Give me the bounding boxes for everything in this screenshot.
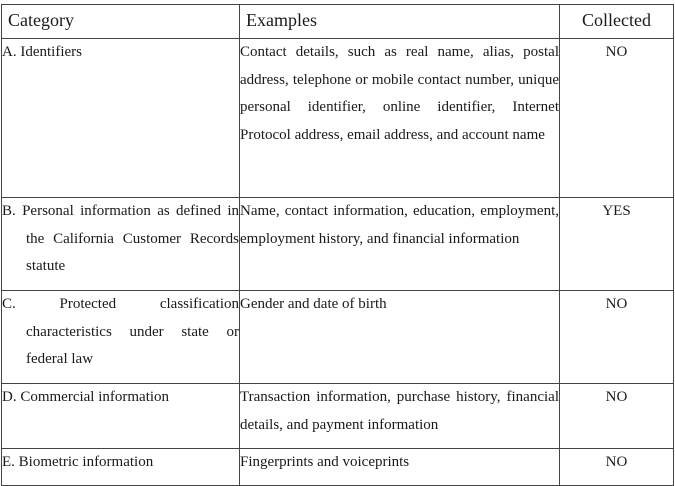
collected-cell: NO	[560, 384, 674, 449]
category-cell	[2, 39, 240, 198]
table-row	[2, 449, 674, 486]
header-examples: Examples	[240, 5, 560, 39]
category-text: B. Personal information as defined in the California Customer Records statute	[2, 203, 239, 274]
table-row	[2, 39, 674, 198]
header-collected: Collected	[560, 5, 674, 39]
category-cell	[2, 198, 240, 291]
examples-cell: Transaction information, purchase history, financial details, and payment information	[240, 384, 560, 449]
examples-cell: Gender and date of birth	[240, 291, 560, 384]
category-text: E. Biometric information	[2, 454, 154, 470]
collected-cell: YES	[560, 198, 674, 291]
examples-cell: Name, contact information, education, employment, employment history, and financial information	[240, 198, 560, 291]
table-row	[2, 198, 674, 291]
table-row	[2, 384, 674, 449]
collected-cell: NO	[560, 291, 674, 384]
category-cell	[2, 291, 240, 384]
category-cell	[2, 449, 240, 486]
category-text: C. Protected classification characteristics under state or federal law	[2, 296, 239, 367]
category-text: D. Commercial information	[2, 389, 170, 405]
category-cell	[2, 384, 240, 449]
table-row	[2, 291, 674, 384]
personal-information-table	[1, 4, 674, 486]
collected-cell: NO	[560, 39, 674, 198]
header-category: Category	[2, 5, 240, 39]
collected-cell: NO	[560, 449, 674, 486]
category-text: A. Identifiers	[2, 44, 82, 60]
examples-cell: Fingerprints and voiceprints	[240, 449, 560, 486]
examples-cell: Contact details, such as real name, alias, postal address, telephone or mobile contact number, unique personal identifier, online identifier, Internet Protocol address, email address, and account name	[240, 39, 560, 198]
header-row	[2, 5, 674, 39]
